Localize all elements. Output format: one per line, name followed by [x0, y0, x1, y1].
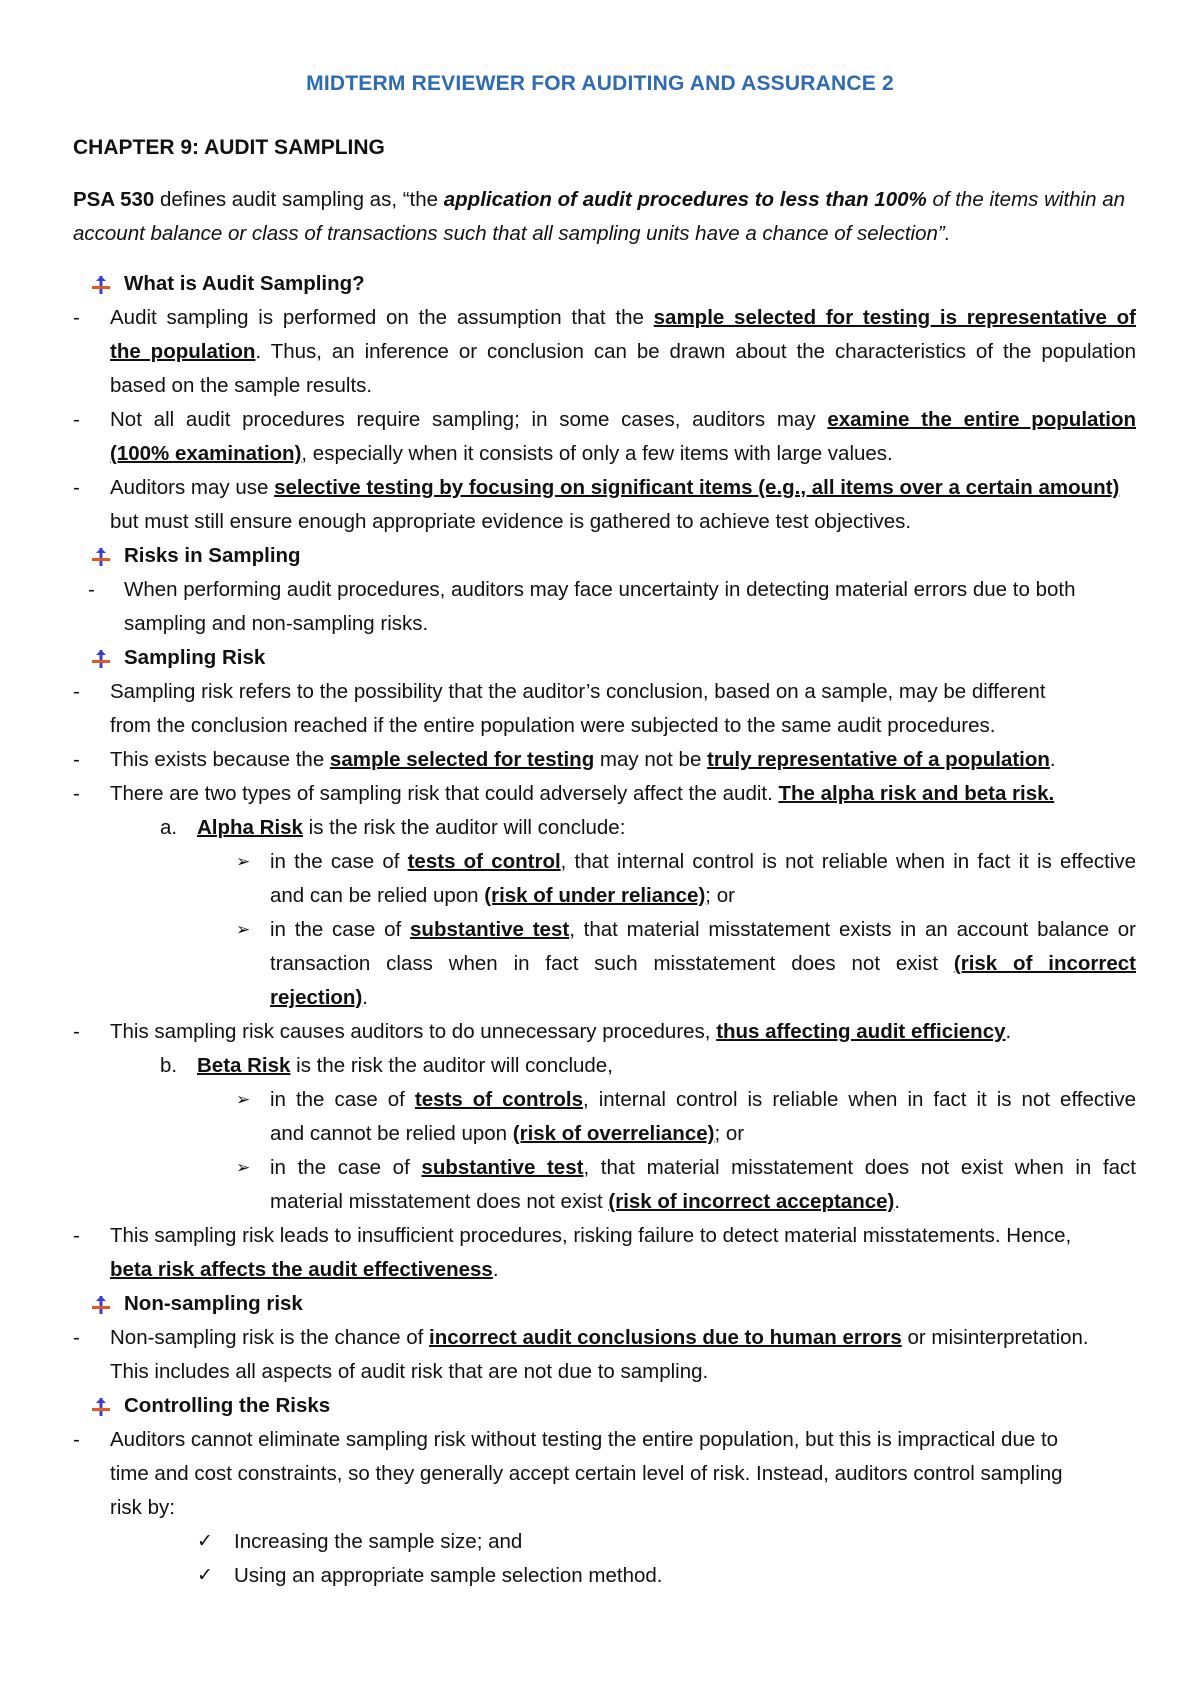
- text: material misstatement does not exist: [270, 1190, 609, 1213]
- intro-emphasis: application of audit procedures to less than 100%: [443, 188, 927, 211]
- bullet-line: [0, 301, 1200, 335]
- text: Non-sampling risk is the chance of: [110, 1326, 430, 1349]
- bullet-text: This includes all aspects of audit risk that are not due to sampling.: [110, 1360, 709, 1383]
- section-heading: [0, 539, 1200, 573]
- text: is the risk the auditor will conclude:: [302, 816, 626, 839]
- bullet-line: [0, 743, 1200, 777]
- bullet-line: [0, 607, 1200, 641]
- intro-text-1: defines audit sampling as, “the: [154, 188, 444, 211]
- sub-item-text: [270, 1185, 900, 1219]
- heading-what-is-audit-sampling: What is Audit Sampling?: [124, 272, 365, 295]
- bullet-line: [0, 573, 1200, 607]
- check-item-text: Using an appropriate sample selection method.: [234, 1564, 663, 1587]
- emphasis: beta risk affects the audit effectiveness: [110, 1258, 493, 1281]
- dash: -: [73, 748, 80, 771]
- bullet-text: based on the sample results.: [110, 374, 373, 397]
- bullet-text: When performing audit procedures, auditors may face uncertainty in detecting material errors due to both: [124, 578, 1076, 601]
- sub-item-line: [0, 1117, 1200, 1151]
- emphasis: (risk of incorrect: [953, 952, 1136, 975]
- text: may not be: [594, 748, 708, 771]
- bullet-text: [110, 1253, 499, 1287]
- bullet-text: sampling and non-sampling risks.: [124, 612, 429, 635]
- emphasis: Beta Risk: [197, 1054, 291, 1077]
- bullet-line: [0, 1253, 1200, 1287]
- text: , internal control is reliable when in fact it is not effective: [583, 1088, 1137, 1111]
- bullet-line: [0, 505, 1200, 539]
- heading-sampling-risk: Sampling Risk: [124, 646, 266, 669]
- bullet-text: [110, 777, 1054, 811]
- bullet-line: [0, 777, 1200, 811]
- sub-item-line: [0, 981, 1200, 1015]
- bullet-text: This sampling risk leads to insufficient procedures, risking failure to detect material misstatements. Hence,: [110, 1224, 1072, 1247]
- sub-item-text: [270, 981, 368, 1015]
- text: There are two types of sampling risk that could adversely affect the audit.: [110, 782, 779, 805]
- dash: -: [73, 782, 80, 805]
- text: .: [492, 1258, 499, 1281]
- text: .: [1049, 748, 1056, 771]
- emphasis: sample selected for testing is representative of: [653, 306, 1136, 329]
- sub-item-text: [270, 947, 1136, 981]
- section-heading: [0, 267, 1200, 301]
- bullet-line: [0, 369, 1200, 403]
- text: is the risk the auditor will conclude,: [290, 1054, 613, 1077]
- dash: -: [73, 680, 80, 703]
- arrow-bullet-icon: ➢: [236, 852, 251, 871]
- bullet-text: [110, 471, 1119, 505]
- text: in the case of: [270, 918, 411, 941]
- text: Not all audit procedures require sampling; in some cases, auditors may: [110, 408, 828, 431]
- dash: -: [73, 1020, 80, 1043]
- text: .: [362, 986, 368, 1009]
- sub-item-text: [270, 1151, 1136, 1185]
- emphasis: (risk of incorrect acceptance): [608, 1190, 895, 1213]
- bullet-text: [110, 743, 1056, 777]
- text: .: [1005, 1020, 1012, 1043]
- dash: -: [73, 1326, 80, 1349]
- emphasis: (risk of under reliance): [484, 884, 706, 907]
- bullet-text: [110, 301, 1136, 335]
- bullet-text: from the conclusion reached if the entire population were subjected to the same audit procedures.: [110, 714, 996, 737]
- content: [0, 267, 1200, 1593]
- text: and can be relied upon: [270, 884, 485, 907]
- heading-risks-in-sampling: Risks in Sampling: [124, 544, 301, 567]
- emphasis: (risk of overreliance): [512, 1122, 715, 1145]
- bullet-line: [0, 403, 1200, 437]
- dash: -: [73, 408, 80, 431]
- sub-item-line: [0, 879, 1200, 913]
- emphasis: (100% examination): [110, 442, 302, 465]
- text: This sampling risk causes auditors to do unnecessary procedures,: [110, 1020, 717, 1043]
- text: .: [894, 1190, 901, 1213]
- text: , that material misstatement does not exist when in fact: [583, 1156, 1136, 1179]
- bullet-line: [0, 335, 1200, 369]
- bullet-arrow-icon: [92, 1296, 110, 1314]
- bullet-line: [0, 675, 1200, 709]
- sub-item-text: [270, 879, 735, 913]
- emphasis: sample selected for testing: [329, 748, 595, 771]
- sub-item-text: [270, 1083, 1136, 1117]
- arrow-bullet-icon: ➢: [236, 920, 251, 939]
- dash: -: [73, 1428, 80, 1451]
- list-label: b.: [160, 1054, 178, 1077]
- emphasis: rejection): [270, 986, 363, 1009]
- bullet-text: risk by:: [110, 1496, 175, 1519]
- text: , that material misstatement exists in an account balance or: [569, 918, 1136, 941]
- bullet-line: [0, 1491, 1200, 1525]
- emphasis: the population: [110, 340, 256, 363]
- bullet-arrow-icon: [92, 548, 110, 566]
- bullet-text: Sampling risk refers to the possibility that the auditor’s conclusion, based on a sample, may be different: [110, 680, 1046, 703]
- sub-item-line: [0, 913, 1200, 947]
- sub-item-line: [0, 1185, 1200, 1219]
- intro-paragraph: [73, 183, 1133, 251]
- text: ; or: [714, 1122, 745, 1145]
- emphasis: examine the entire population: [827, 408, 1136, 431]
- bullet-text: [110, 1015, 1011, 1049]
- sub-item-line: [0, 1151, 1200, 1185]
- arrow-bullet-icon: ➢: [236, 1158, 251, 1177]
- text: , especially when it consists of only a few items with large values.: [301, 442, 893, 465]
- text: in the case of: [270, 1088, 415, 1111]
- heading-controlling-the-risks: Controlling the Risks: [124, 1394, 331, 1417]
- arrow-bullet-icon: ➢: [236, 1090, 251, 1109]
- check-icon: ✓: [197, 1531, 213, 1552]
- text: This exists because the: [110, 748, 330, 771]
- section-heading: [0, 1287, 1200, 1321]
- bullet-line: [0, 1423, 1200, 1457]
- page-title: MIDTERM REVIEWER FOR AUDITING AND ASSURANCE 2: [306, 72, 894, 95]
- emphasis: selective testing by focusing on significant items (e.g., all items over a certain amount): [274, 476, 1120, 499]
- text: Audit sampling is performed on the assumption that the: [110, 306, 654, 329]
- alpha-risk-text: [197, 811, 625, 845]
- dash: -: [88, 578, 95, 601]
- text: or misinterpretation.: [901, 1326, 1089, 1349]
- bullet-line: [0, 1355, 1200, 1389]
- psa-ref: PSA 530: [73, 188, 155, 211]
- emphasis: substantive test: [421, 1156, 584, 1179]
- text: in the case of: [270, 1156, 422, 1179]
- check-item-text: Increasing the sample size; and: [234, 1530, 523, 1553]
- bullet-arrow-icon: [92, 650, 110, 668]
- sub-item-line: [0, 1083, 1200, 1117]
- bullet-line: [0, 1015, 1200, 1049]
- sub-item-text: [270, 1117, 744, 1151]
- beta-risk-text: [197, 1049, 613, 1083]
- emphasis: Alpha Risk: [197, 816, 303, 839]
- bullet-text: Auditors cannot eliminate sampling risk without testing the entire population, but this is impractical due to: [110, 1428, 1059, 1451]
- dash: -: [73, 1224, 80, 1247]
- text: . Thus, an inference or conclusion can be drawn about the characteristics of the population: [255, 340, 1136, 363]
- bullet-text: [110, 403, 1136, 437]
- bullet-line: [0, 471, 1200, 505]
- text: in the case of: [270, 850, 408, 873]
- emphasis: incorrect audit conclusions due to human errors: [429, 1326, 902, 1349]
- bullet-arrow-icon: [92, 1398, 110, 1416]
- sub-item-text: [270, 913, 1136, 947]
- sub-item-text: [270, 845, 1136, 879]
- chapter-heading: CHAPTER 9: AUDIT SAMPLING: [73, 136, 385, 159]
- beta-risk-line: [0, 1049, 1200, 1083]
- text: ; or: [705, 884, 735, 907]
- alpha-risk-line: [0, 811, 1200, 845]
- dash: -: [73, 476, 80, 499]
- text: Auditors may use: [110, 476, 275, 499]
- bullet-text: [110, 437, 893, 471]
- check-item-line: [0, 1525, 1200, 1559]
- text: and cannot be relied upon: [270, 1122, 513, 1145]
- sub-item-line: [0, 947, 1200, 981]
- bullet-arrow-icon: [92, 276, 110, 294]
- dash: -: [73, 306, 80, 329]
- bullet-text: [110, 1321, 1089, 1355]
- section-heading: [0, 641, 1200, 675]
- emphasis: The alpha risk and beta risk.: [778, 782, 1055, 805]
- emphasis: truly representative of a population: [707, 748, 1050, 771]
- emphasis: tests of controls: [414, 1088, 584, 1111]
- bullet-text: time and cost constraints, so they generally accept certain level of risk. Instead, auditors control sampling: [110, 1462, 1063, 1485]
- bullet-text: [110, 335, 1136, 369]
- bullet-line: [0, 1219, 1200, 1253]
- section-heading: [0, 1389, 1200, 1423]
- heading-non-sampling-risk: Non-sampling risk: [124, 1292, 303, 1315]
- emphasis: tests of control: [407, 850, 561, 873]
- check-icon: ✓: [197, 1565, 213, 1586]
- emphasis: thus affecting audit efficiency: [716, 1020, 1006, 1043]
- emphasis: substantive test: [410, 918, 570, 941]
- intro-text-2: of the items within an account balance or class of transactions such that all sampling units have a chance of selection”.: [73, 188, 1126, 245]
- check-item-line: [0, 1559, 1200, 1593]
- sub-item-line: [0, 845, 1200, 879]
- bullet-line: [0, 437, 1200, 471]
- list-label: a.: [160, 816, 178, 839]
- bullet-line: [0, 1321, 1200, 1355]
- bullet-line: [0, 1457, 1200, 1491]
- text: , that internal control is not reliable when in fact it is effective: [560, 850, 1136, 873]
- text: transaction class when in fact such misstatement does not exist: [270, 952, 954, 975]
- bullet-line: [0, 709, 1200, 743]
- bullet-text: but must still ensure enough appropriate evidence is gathered to achieve test objectives.: [110, 510, 912, 533]
